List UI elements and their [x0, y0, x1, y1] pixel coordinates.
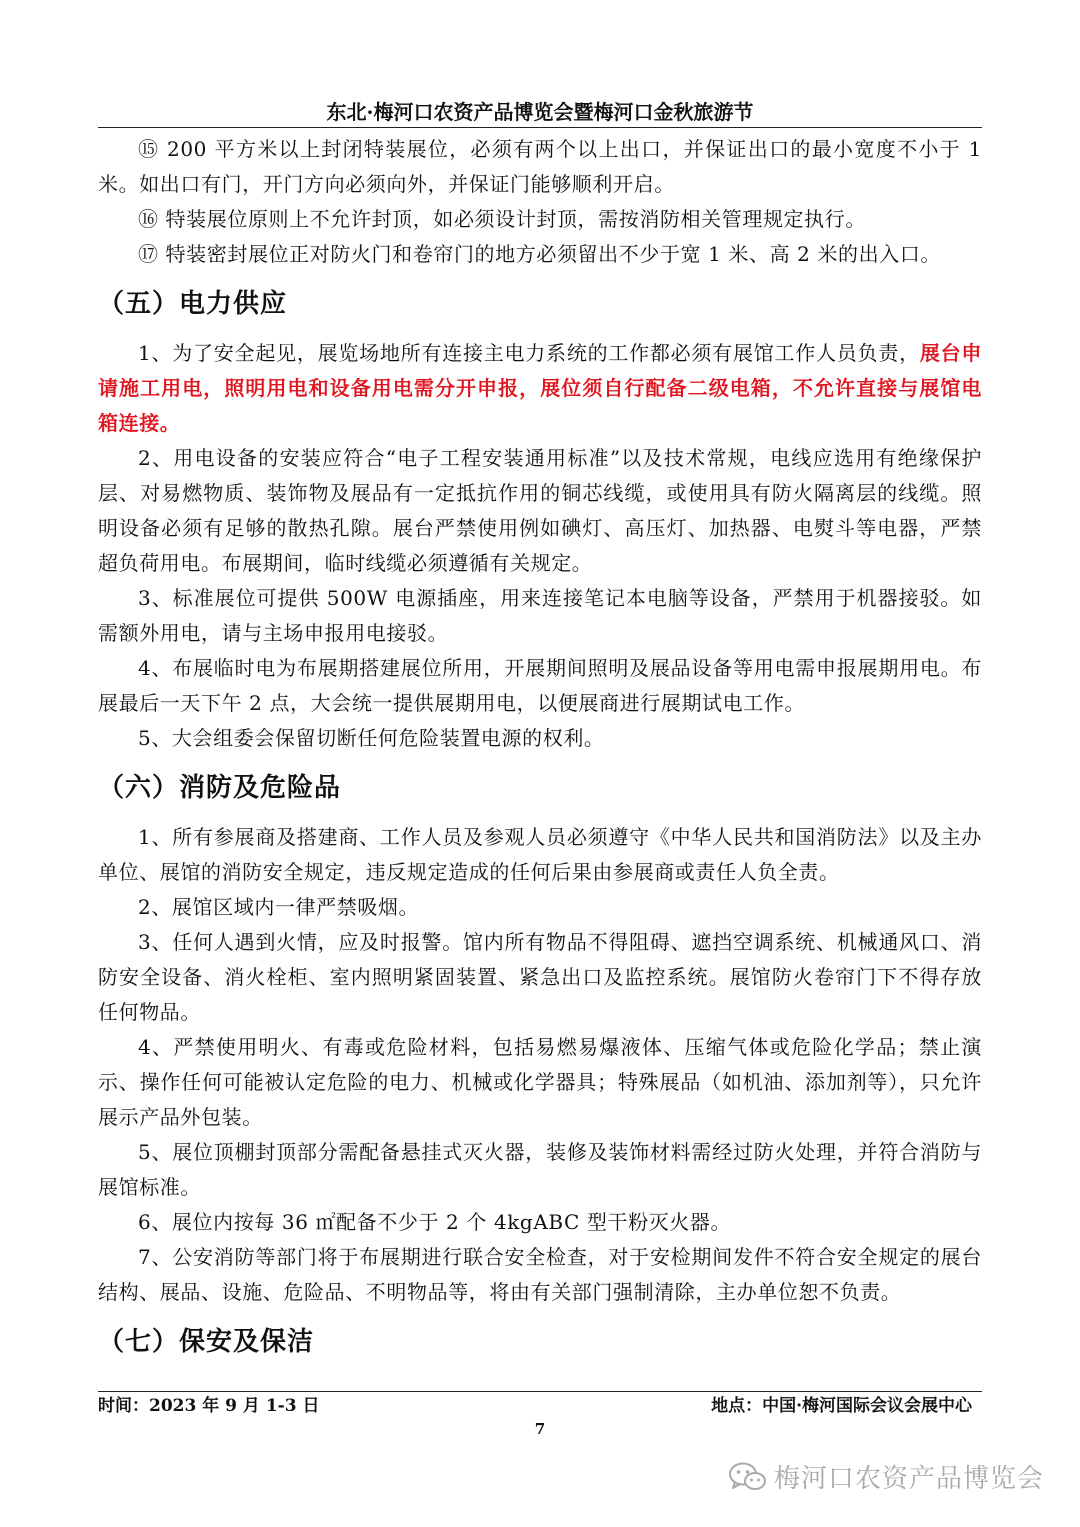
page-number: 7	[534, 1420, 546, 1438]
header-divider	[98, 127, 982, 128]
paragraph-item-16: ⑯ 特装展位原则上不允许封顶，如必须设计封顶，需按消防相关管理规定执行。	[138, 207, 866, 231]
power-p1-highlight: 展台申请施工用电，照明用电和设备用电需分开申报，展位须自行配备二级电箱，不允许直接与展馆电箱连接。	[98, 341, 982, 435]
fire-paragraph-3: 3、任何人遇到火情，应及时报警。馆内所有物品不得阻碍、遮挡空调系统、机械通风口、消防安全设备、消火栓柜、室内照明紧固装置、紧急出口及监控系统。展馆防火卷帘门下不得存放任何物品。	[98, 930, 982, 1024]
power-paragraph-4: 4、布展临时电为布展期搭建展位所用，开展期间照明及展品设备等用电需申报展期用电。布展最后一天下午 2 点，大会统一提供展期用电，以便展商进行展期试电工作。	[98, 656, 982, 715]
section-heading-power: （五）电力供应	[98, 289, 288, 319]
fire-paragraph-6: 6、展位内按每 36 ㎡配备不少于 2 个 4kgABC 型干粉灭火器。	[138, 1210, 732, 1234]
page-header-title: 东北·梅河口农资产品博览会暨梅河口金秋旅游节	[326, 100, 754, 124]
watermark	[728, 1458, 1044, 1495]
fire-paragraph-1: 1、所有参展商及搭建商、工作人员及参观人员必须遵守《中华人民共和国消防法》以及主办单位、展馆的消防安全规定，违反规定造成的任何后果由参展商或责任人负全责。	[98, 825, 982, 884]
paragraph-item-17: ⑰ 特装密封展位正对防火门和卷帘门的地方必须留出不少于宽 1 米、高 2 米的出入口。	[138, 242, 942, 266]
watermark-text: 梅河口农资产品博览会	[773, 1464, 1044, 1494]
footer-divider	[98, 1391, 982, 1392]
power-paragraph-5: 5、大会组委会保留切断任何危险装置电源的权利。	[138, 726, 605, 750]
power-paragraph-2: 2、用电设备的安装应符合“电子工程安装通用标准”以及技术常规，电线应选用有绝缘保护层、对易燃物质、装饰物及展品有一定抵抗作用的铜芯线缆，或使用具有防火隔离层的线缆。照明设备必须有足够的散热孔隙。展台严禁使用例如碘灯、高压灯、加热器、电熨斗等电器，严禁超负荷用电。布展期间，临时线缆必须遵循有关规定。	[98, 446, 982, 575]
wechat-icon	[728, 1461, 768, 1493]
power-p1-text: 1、为了安全起见，展览场地所有连接主电力系统的工作都必须有展馆工作人员负责，	[138, 341, 920, 365]
footer-time: 时间：2023 年 9 月 1-3 日	[98, 1396, 320, 1416]
paragraph-item-15: ⑮ 200 平方米以上封闭特装展位，必须有两个以上出口，并保证出口的最小宽度不小于 1 米。如出口有门，开门方向必须向外，并保证门能够顺利开启。	[98, 137, 982, 196]
fire-paragraph-4: 4、严禁使用明火、有毒或危险材料，包括易燃易爆液体、压缩气体或危险化学品；禁止演示、操作任何可能被认定危险的电力、机械或化学器具；特殊展品（如机油、添加剂等），只允许展示产品外包装。	[98, 1035, 982, 1129]
fire-paragraph-7: 7、公安消防等部门将于布展期进行联合安全检查，对于安检期间发件不符合安全规定的展台结构、展品、设施、危险品、不明物品等，将由有关部门强制清除，主办单位恕不负责。	[98, 1245, 982, 1304]
power-paragraph-3: 3、标准展位可提供 500W 电源插座，用来连接笔记本电脑等设备，严禁用于机器接驳。如需额外用电，请与主场申报用电接驳。	[98, 586, 982, 645]
document-body	[98, 132, 982, 1374]
footer-location: 地点：中国·梅河国际会议会展中心	[711, 1396, 972, 1416]
section-heading-security: （七）保安及保洁	[98, 1327, 315, 1357]
fire-paragraph-5: 5、展位顶棚封顶部分需配备悬挂式灭火器，装修及装饰材料需经过防火处理，并符合消防与展馆标准。	[98, 1140, 982, 1199]
power-paragraph-1	[98, 336, 982, 441]
section-heading-fire: （六）消防及危险品	[98, 773, 342, 803]
fire-paragraph-2: 2、展馆区域内一律严禁吸烟。	[138, 895, 420, 919]
